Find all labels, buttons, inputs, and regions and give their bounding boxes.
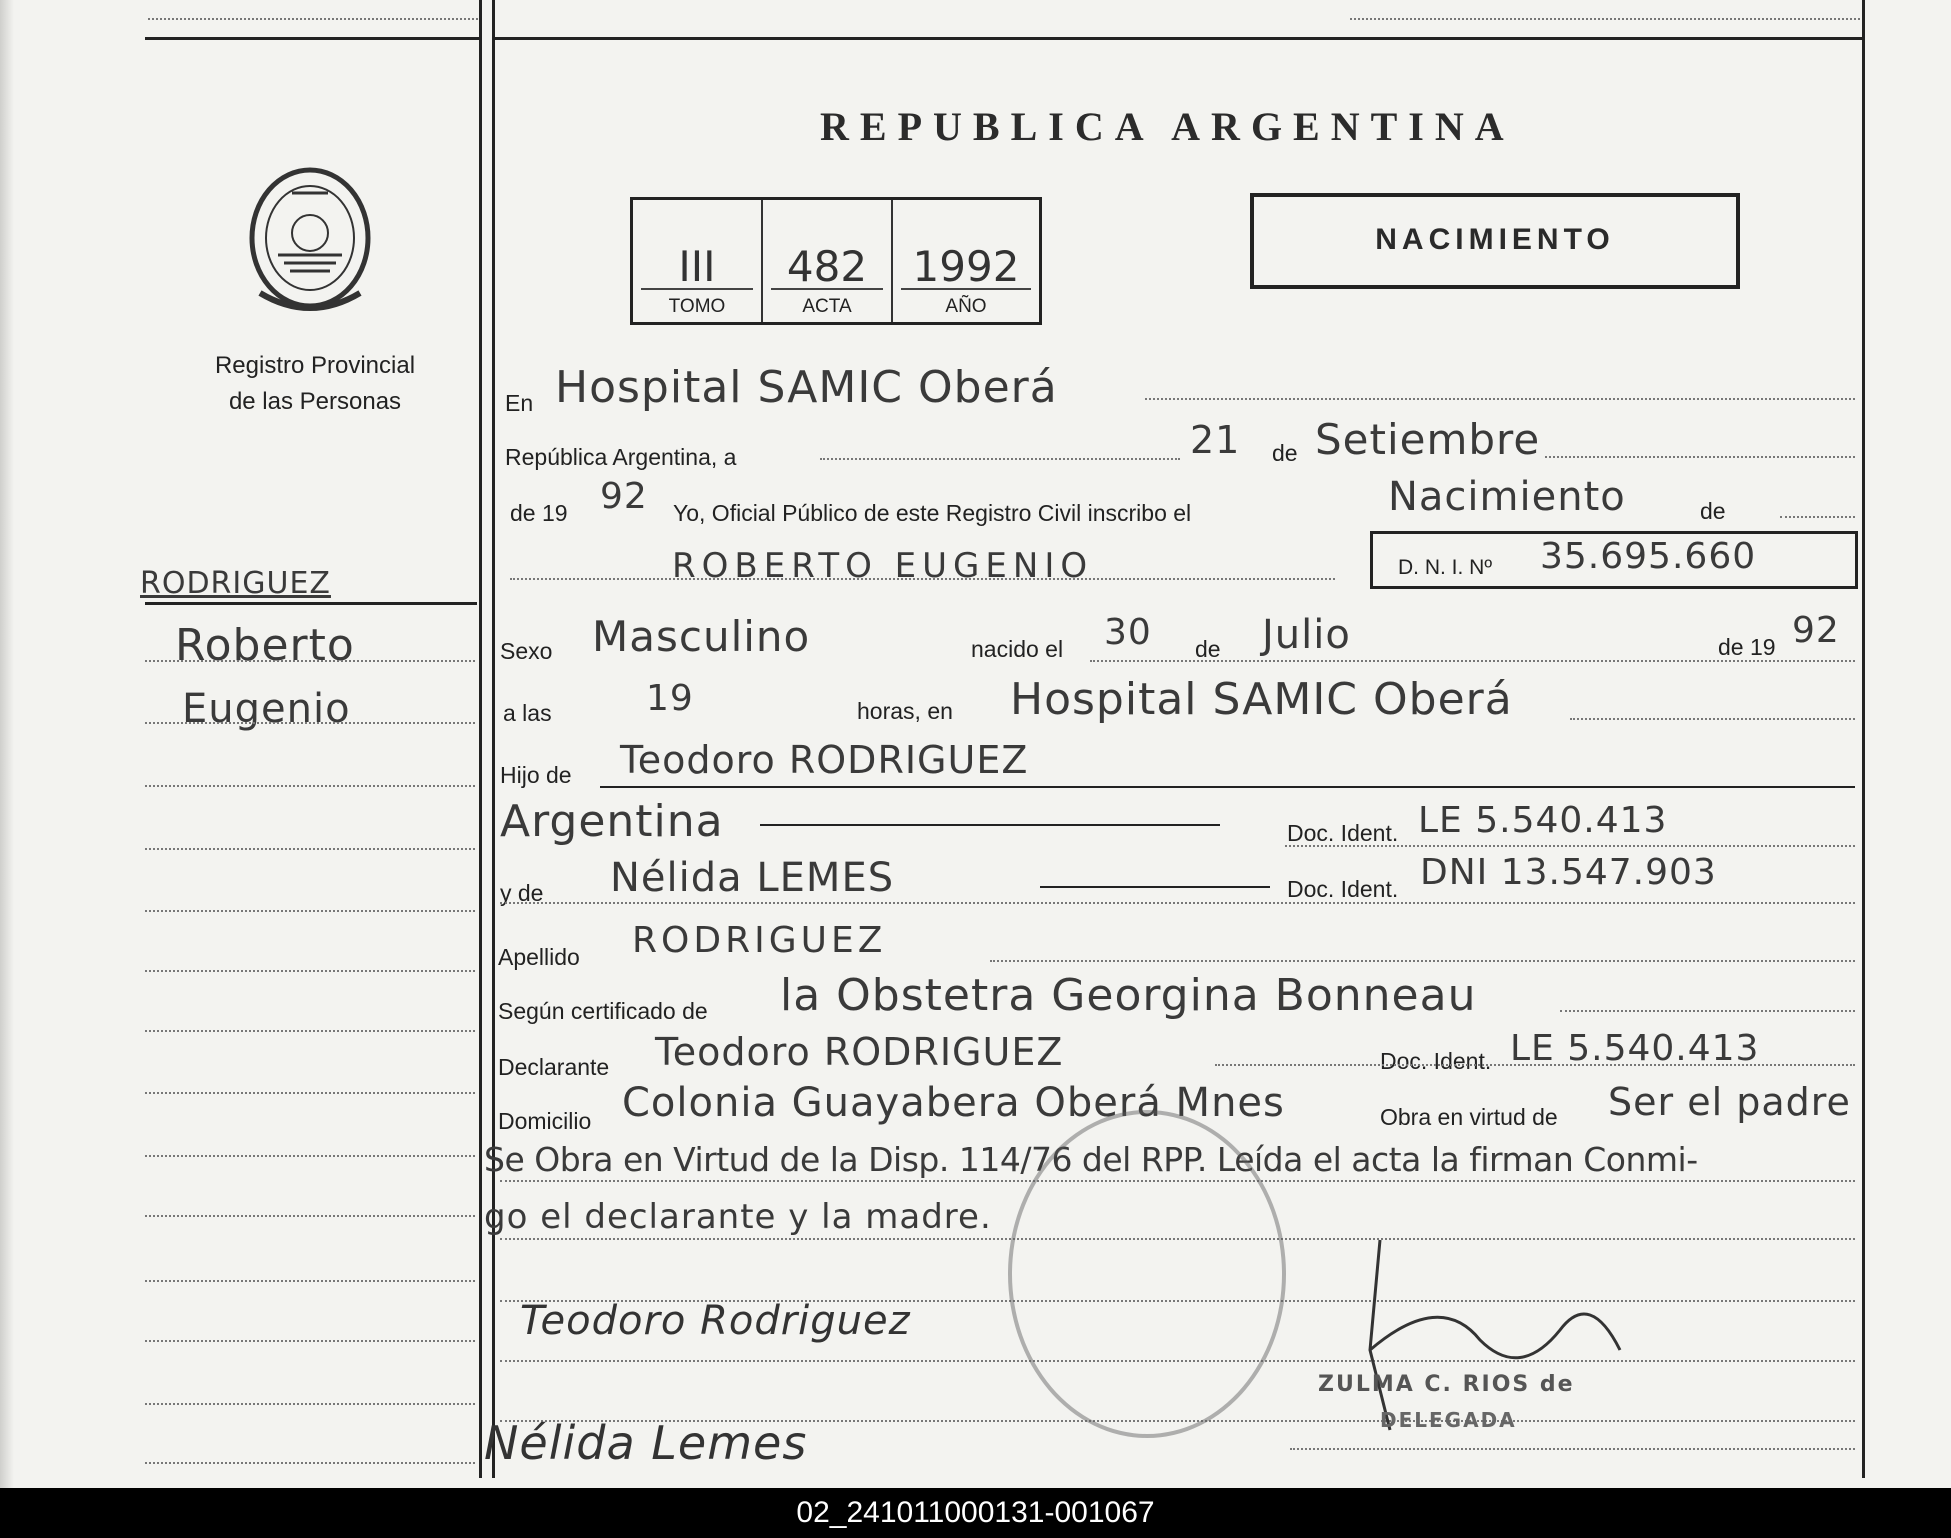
official-stamp	[1008, 1110, 1286, 1438]
acta-cell	[763, 200, 893, 322]
left-column-divider	[479, 0, 482, 1478]
segun-label: Según certificado de	[498, 998, 708, 1024]
note-line-1: Se Obra en Virtud de la Disp. 114/76 del RPP. Leída el acta la firman Conmi-	[484, 1140, 1698, 1179]
footer-bar	[0, 1488, 1951, 1538]
record-act: Nacimiento	[1388, 474, 1626, 520]
declarante-doc: LE 5.540.413	[1510, 1028, 1760, 1069]
oficial-statement: Yo, Oficial Público de este Registro Civil inscribo el	[673, 500, 1192, 526]
document-title: REPUBLICA ARGENTINA	[820, 104, 1515, 149]
anio-label: AÑO	[945, 296, 987, 317]
record-type-label: NACIMIENTO	[1375, 223, 1615, 256]
doc-ident-label-2: Doc. Ident.	[1287, 876, 1399, 902]
birth-year-suffix: 92	[1792, 610, 1840, 651]
anio-cell	[893, 200, 1039, 322]
tomo-value: III	[678, 242, 716, 291]
birth-place: Hospital SAMIC Oberá	[1010, 674, 1513, 725]
dni-value: 35.695.660	[1540, 536, 1757, 577]
doc-ident-label-3: Doc. Ident.	[1380, 1048, 1492, 1074]
nacido-label: nacido el	[971, 636, 1064, 662]
anio-value: 1992	[912, 242, 1020, 291]
main-column-right-border	[1862, 0, 1865, 1478]
registration-day: 21	[1190, 418, 1241, 462]
signature-madre: Nélida Lemes	[484, 1416, 808, 1470]
top-left-rule	[145, 37, 480, 40]
signature-declarante: Teodoro Rodriguez	[520, 1298, 911, 1344]
tomo-label: TOMO	[668, 296, 726, 317]
de19-label: de 19	[510, 500, 568, 526]
tomo-cell	[633, 200, 763, 322]
apellido-label: Apellido	[498, 944, 580, 970]
registry-line-1: Registro Provincial	[214, 352, 416, 379]
birth-de19-label: de 19	[1718, 634, 1776, 660]
de-end-label: de	[1700, 498, 1726, 524]
mother-doc: DNI 13.547.903	[1420, 852, 1717, 893]
margin-surname-rule	[145, 602, 477, 605]
registration-year-suffix: 92	[600, 476, 648, 517]
page-edge-shadow	[0, 0, 14, 1488]
registry-name	[150, 348, 480, 420]
main-column-left-border	[492, 0, 495, 1478]
domicilio-label: Domicilio	[498, 1108, 592, 1134]
declarante-value: Teodoro RODRIGUEZ	[655, 1030, 1064, 1074]
birth-hour: 19	[646, 678, 694, 719]
margin-given-name-2: Eugenio	[182, 686, 351, 732]
apellido-value: RODRIGUEZ	[632, 920, 887, 961]
hijo-label: Hijo de	[500, 762, 572, 788]
de-label-1: de	[1272, 440, 1298, 466]
republica-label: República Argentina, a	[505, 444, 737, 470]
obra-value: Ser el padre	[1608, 1080, 1851, 1124]
acta-label: ACTA	[802, 296, 852, 317]
father-name: Teodoro RODRIGUEZ	[620, 738, 1029, 782]
sexo-value: Masculino	[592, 612, 811, 661]
birth-de-label: de	[1195, 636, 1221, 662]
en-value: Hospital SAMIC Oberá	[555, 362, 1058, 413]
registry-line-2: de las Personas	[228, 388, 402, 415]
doc-ident-label-1: Doc. Ident.	[1287, 820, 1399, 846]
provincial-seal-icon	[240, 163, 380, 318]
dni-label: D. N. I. Nº	[1398, 556, 1493, 579]
en-label: En	[505, 390, 534, 416]
margin-surname: RODRIGUEZ	[140, 566, 331, 601]
top-right-dotted-line	[1350, 18, 1860, 20]
yde-label: y de	[500, 880, 544, 906]
acta-value: 482	[786, 242, 868, 291]
father-nationality: Argentina	[500, 796, 724, 847]
top-dotted-line	[148, 18, 478, 20]
record-type-box	[1250, 193, 1740, 289]
oficial-name: ZULMA C. RIOS de	[1318, 1372, 1575, 1397]
sexo-label: Sexo	[500, 638, 553, 664]
child-name: ROBERTO EUGENIO	[672, 546, 1094, 586]
alas-label: a las	[503, 700, 552, 726]
certificado-value: la Obstetra Georgina Bonneau	[780, 970, 1477, 1021]
record-number-box	[630, 197, 1042, 325]
image-identifier: 02_241011000131-001067	[796, 1496, 1155, 1529]
birth-day: 30	[1104, 612, 1152, 653]
top-right-rule	[492, 37, 1864, 40]
registration-month: Setiembre	[1315, 415, 1541, 464]
horas-label: horas, en	[857, 698, 953, 724]
obra-label: Obra en virtud de	[1380, 1104, 1558, 1130]
mother-name: Nélida LEMES	[610, 855, 895, 901]
domicilio-value: Colonia Guayabera Oberá Mnes	[622, 1080, 1285, 1126]
oficial-cargo: DELEGADA	[1380, 1408, 1517, 1432]
note-line-2: go el declarante y la madre.	[484, 1197, 992, 1237]
margin-given-name-1: Roberto	[175, 620, 355, 671]
declarante-label: Declarante	[498, 1054, 610, 1080]
birth-month: Julio	[1262, 612, 1351, 658]
father-doc: LE 5.540.413	[1418, 800, 1668, 841]
